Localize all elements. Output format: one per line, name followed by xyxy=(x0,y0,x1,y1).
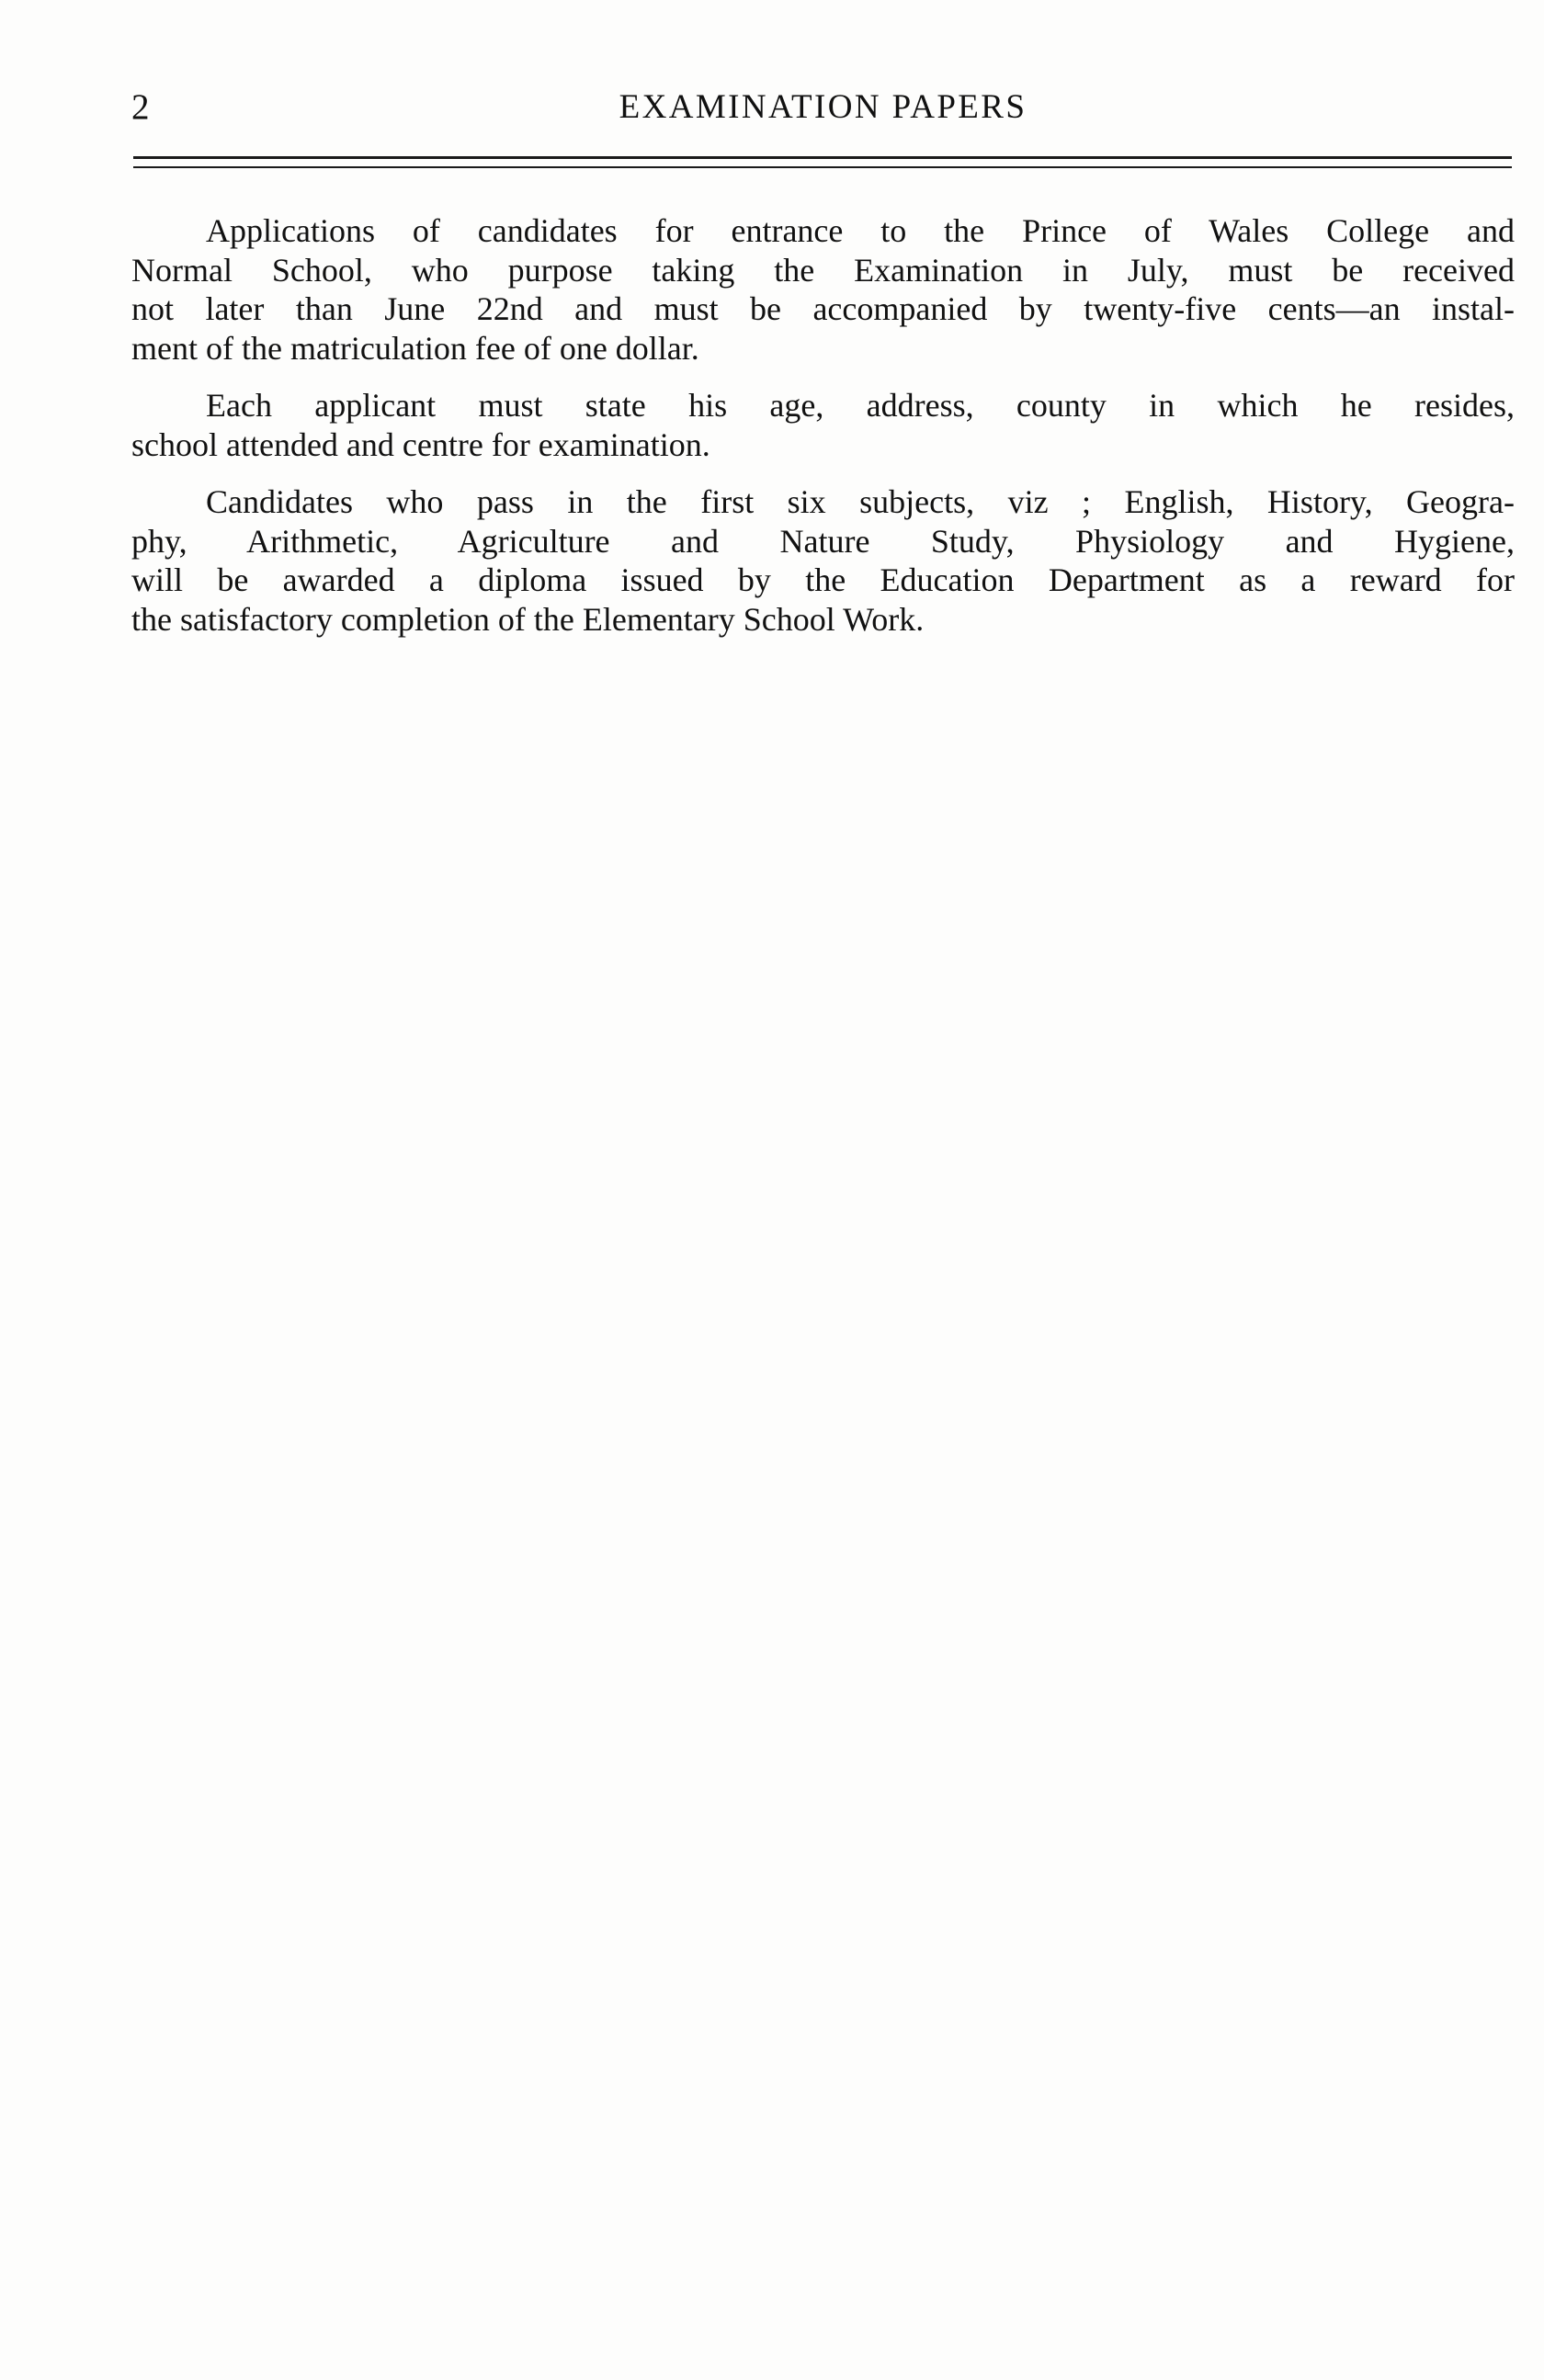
body-text xyxy=(131,211,1515,657)
running-title: EXAMINATION PAPERS xyxy=(619,88,1027,126)
text-line: will be awarded a diploma issued by the Education Department as a reward for xyxy=(131,561,1515,598)
paragraph-diploma xyxy=(131,482,1515,639)
text-line: Normal School, who purpose taking the Examination in July, must be received xyxy=(131,251,1515,289)
header-rule-top xyxy=(133,156,1512,159)
page-number: 2 xyxy=(131,87,150,127)
text-line: Applications of candidates for entrance to the Prince of Wales College and xyxy=(206,212,1515,249)
page-header xyxy=(131,85,1515,130)
text-line: the satisfactory completion of the Elementary School Work. xyxy=(131,600,925,638)
paragraph-applicant-details xyxy=(131,386,1515,464)
text-line: school attended and centre for examination. xyxy=(131,425,710,463)
text-line: Candidates who pass in the first six subjects, viz ; English, History, Geogra- xyxy=(206,483,1515,520)
text-line: phy, Arithmetic, Agriculture and Nature Study, Physiology and Hygiene, xyxy=(131,522,1515,560)
text-line: ment of the matriculation fee of one dollar. xyxy=(131,329,699,367)
text-line: Each applicant must state his age, address, county in which he resides, xyxy=(206,387,1515,424)
header-rule-bottom xyxy=(133,166,1512,168)
text-line: not later than June 22nd and must be accompanied by twenty-five cents—an instal- xyxy=(131,290,1515,327)
paragraph-applications xyxy=(131,211,1515,368)
